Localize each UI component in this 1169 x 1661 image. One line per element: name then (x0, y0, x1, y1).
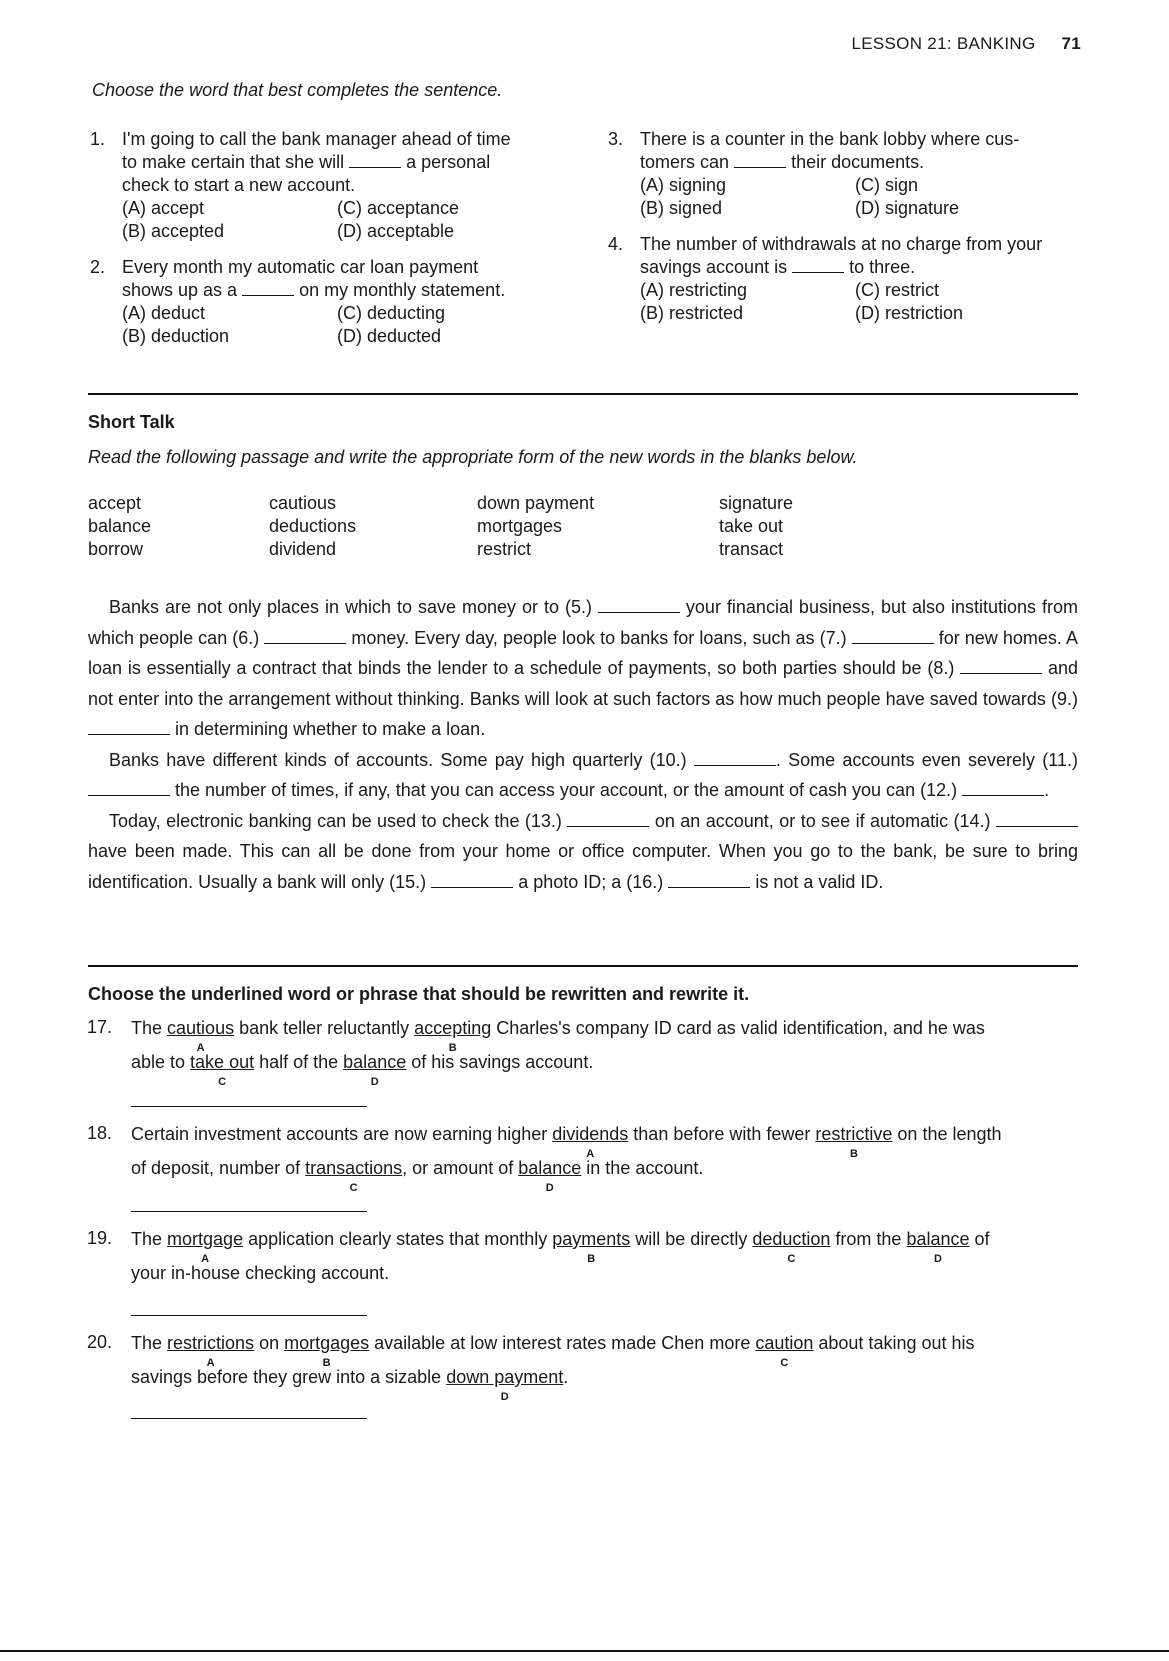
answer-blank-11[interactable] (88, 781, 170, 796)
answer-blank-13[interactable] (567, 812, 649, 827)
answer-line[interactable] (131, 1106, 367, 1107)
underlined-option-c[interactable]: transactions C (305, 1158, 403, 1194)
word-bank-column (269, 492, 356, 561)
question-number: 3. (608, 129, 624, 149)
word-bank-word: dividend (269, 539, 337, 559)
passage (88, 592, 1078, 897)
short-talk-instruction: Read the following passage and write the appropriate form of the new words in the blanks below. (88, 447, 858, 467)
word-bank-word: restrict (477, 539, 531, 559)
underlined-option-a[interactable]: dividends A (552, 1124, 629, 1160)
answer-blank-5[interactable] (598, 598, 680, 613)
answer-blank[interactable] (734, 153, 786, 168)
word-bank-column (477, 492, 594, 561)
mc-question (608, 233, 1080, 325)
stem-line: tomers can their documents. (640, 152, 925, 172)
underlined-option-d[interactable]: down payment D (446, 1367, 564, 1403)
option[interactable]: (D) signature (855, 198, 960, 218)
section-divider (88, 965, 1078, 967)
option[interactable]: (A) restricting (640, 280, 748, 300)
passage-paragraph: Banks are not only places in which to save money or to (5.) your financial business, but also institutions from which people can (6.) money. Every day, people look to banks for loans, such as (7.) for new homes. A loan is essentially a contract that binds the lender to a schedule of payments, so both parties should be (8.) and not enter into the arrangement without thinking. Banks will look at such factors as how much people have saved towards (9.) in determining whether to make a loan. (88, 597, 1078, 739)
stem-line: Every month my automatic car loan payment (122, 257, 479, 277)
passage-paragraph: Today, electronic banking can be used to check the (13.) on an account, or to see if automatic (14.) have been made. This can all be done from your home or office computer. When you go to the bank, be sure to bring identification. Usually a bank will only (15.) a photo ID; a (16.) is not a valid ID. (88, 810, 1078, 892)
section-divider (88, 393, 1078, 395)
sentence-line: able to take out C half of the balance D of his savings account. (131, 1052, 594, 1088)
stem-line: There is a counter in the bank lobby where cus- (640, 129, 1020, 149)
answer-blank[interactable] (349, 153, 401, 168)
question-number: 20. (87, 1332, 113, 1352)
underlined-option-b[interactable]: accepting B (414, 1018, 492, 1054)
option[interactable]: (D) deducted (337, 326, 442, 346)
option[interactable]: (C) deducting (337, 303, 446, 323)
sentence-line: your in-house checking account. (131, 1263, 390, 1283)
answer-blank-9[interactable] (88, 720, 170, 735)
option[interactable]: (A) accept (122, 198, 205, 218)
answer-line[interactable] (131, 1315, 367, 1316)
word-bank-word: deductions (269, 516, 357, 536)
question-stem (122, 128, 552, 197)
answer-options (122, 197, 552, 243)
sentence-line: savings before they grew into a sizable down payment D . (131, 1367, 569, 1403)
underlined-option-d[interactable]: balance D (518, 1158, 582, 1194)
option[interactable]: (C) acceptance (337, 198, 460, 218)
underlined-option-c[interactable]: caution C (755, 1333, 814, 1369)
passage-paragraph: Banks have different kinds of accounts. Some pay high quarterly (10.) . Some accounts even severely (11.) the number of times, if any, that you can access your account, or the amount of cash you can (12.) . (88, 745, 1078, 806)
answer-blank-8[interactable] (960, 659, 1042, 674)
short-talk-title: Short Talk (88, 412, 175, 432)
underlined-option-b[interactable]: restrictive B (815, 1124, 893, 1160)
stem-line: shows up as a on my monthly statement. (122, 280, 506, 300)
sentence-line: Certain investment accounts are now earning higher dividends A than before with fewer restrictive B on the length (131, 1124, 1002, 1160)
answer-blank-15[interactable] (431, 873, 513, 888)
sentence-line: of deposit, number of transactions C , or amount of balance D in the account. (131, 1158, 704, 1194)
error-question (87, 1332, 1081, 1403)
sentence-line: The mortgage A application clearly states that monthly payments B will be directly deduction C from the balance D of (131, 1229, 990, 1265)
underlined-option-a[interactable]: cautious A (167, 1018, 235, 1054)
word-bank-word: cautious (269, 493, 337, 513)
mc-question (90, 128, 552, 243)
word-bank-word: balance (88, 516, 152, 536)
option[interactable]: (B) restricted (640, 303, 744, 323)
word-bank-word: transact (719, 539, 784, 559)
option[interactable]: (A) signing (640, 175, 727, 195)
answer-blank-12[interactable] (962, 781, 1044, 796)
option[interactable]: (B) accepted (122, 221, 225, 241)
stem-line: to make certain that she will a personal (122, 152, 491, 172)
option[interactable]: (A) deduct (122, 303, 206, 323)
underlined-option-b[interactable]: payments B (552, 1229, 631, 1265)
word-bank-word: signature (719, 493, 794, 513)
question-stem (640, 128, 1080, 174)
word-bank-word: accept (88, 493, 142, 513)
word-bank-column (719, 492, 793, 561)
underlined-option-a[interactable]: restrictions A (167, 1333, 255, 1369)
answer-blank-16[interactable] (668, 873, 750, 888)
answer-blank-6[interactable] (264, 629, 346, 644)
question-number: 19. (87, 1228, 113, 1248)
question-number: 1. (90, 129, 106, 149)
answer-line[interactable] (131, 1211, 367, 1212)
stem-line: check to start a new account. (122, 175, 356, 195)
underlined-option-d[interactable]: balance D (906, 1229, 970, 1265)
error-question (87, 1123, 1081, 1194)
word-bank-column (88, 492, 151, 561)
error-question (87, 1017, 1081, 1088)
option[interactable]: (C) sign (855, 175, 919, 195)
answer-blank-7[interactable] (852, 629, 934, 644)
underlined-option-d[interactable]: balance D (343, 1052, 407, 1088)
page-bottom-edge (0, 1650, 1169, 1652)
question-number: 4. (608, 234, 624, 254)
answer-line[interactable] (131, 1418, 367, 1419)
word-bank-word: mortgages (477, 516, 563, 536)
underlined-option-c[interactable]: deduction C (752, 1229, 831, 1265)
question-stem (640, 233, 1080, 279)
word-bank-word: down payment (477, 493, 595, 513)
question-stem (122, 256, 552, 302)
word-bank-word: take out (719, 516, 784, 536)
option[interactable]: (B) deduction (122, 326, 230, 346)
question-number: 2. (90, 257, 106, 277)
mc-instruction: Choose the word that best completes the sentence. (92, 80, 503, 100)
sentence-line: The restrictions A on mortgages B available at low interest rates made Chen more caution C about taking out his (131, 1333, 975, 1369)
answer-blank-10[interactable] (694, 751, 776, 766)
question-number: 18. (87, 1123, 113, 1143)
error-section-title: Choose the underlined word or phrase that should be rewritten and rewrite it. (88, 984, 750, 1004)
option[interactable]: (B) signed (640, 198, 723, 218)
answer-options (640, 174, 1080, 220)
stem-line: The number of withdrawals at no charge from your (640, 234, 1043, 254)
underlined-option-a[interactable]: mortgage A (167, 1229, 244, 1265)
word-bank-word: borrow (88, 539, 144, 559)
mc-question (608, 128, 1080, 220)
answer-blank[interactable] (792, 258, 844, 273)
underlined-option-b[interactable]: mortgages B (284, 1333, 370, 1369)
answer-options (640, 279, 1080, 325)
stem-line: savings account is to three. (640, 257, 916, 277)
option[interactable]: (D) restriction (855, 303, 964, 323)
underlined-option-c[interactable]: take out C (190, 1052, 255, 1088)
stem-line: I'm going to call the bank manager ahead of time (122, 129, 511, 149)
page-number: 71 (1061, 34, 1081, 53)
answer-blank-14[interactable] (996, 812, 1078, 827)
sentence-line: The cautious A bank teller reluctantly accepting B Charles's company ID card as valid identification, and he was (131, 1018, 985, 1054)
page-header (852, 34, 1081, 54)
answer-options (122, 302, 552, 348)
lesson-title: LESSON 21: BANKING (851, 34, 1036, 53)
option[interactable]: (C) restrict (855, 280, 939, 300)
option[interactable]: (D) acceptable (337, 221, 455, 241)
mc-question (90, 256, 552, 348)
question-number: 17. (87, 1017, 113, 1037)
answer-blank[interactable] (242, 281, 294, 296)
error-question (87, 1228, 1081, 1284)
